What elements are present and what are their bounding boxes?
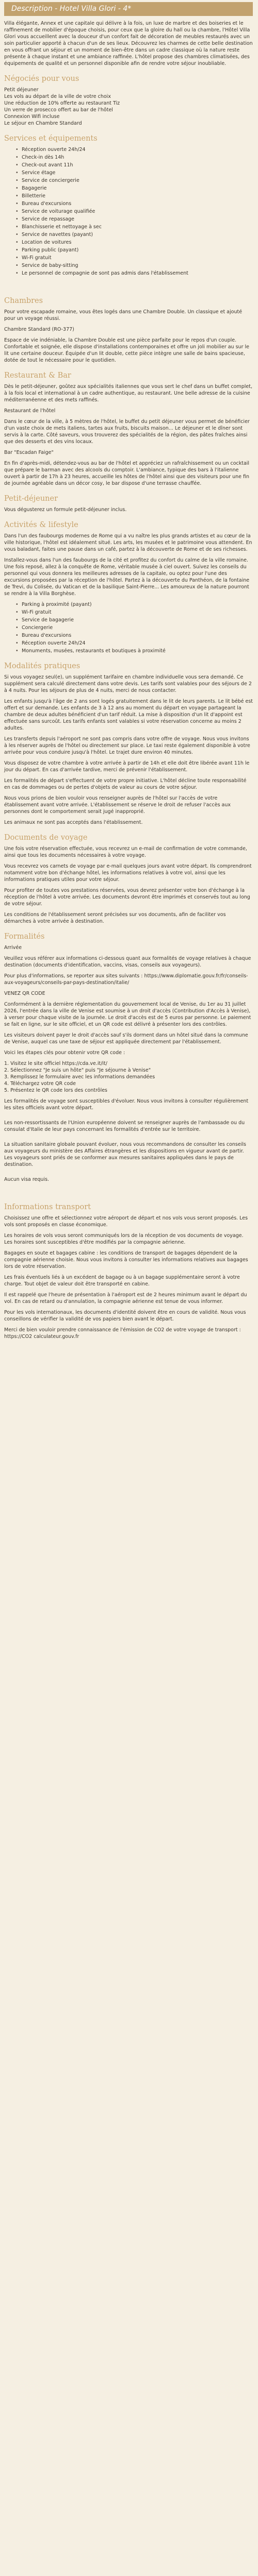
activites-list [4, 601, 253, 654]
restaurant-text-4: Bar "Escadan Faige" [4, 450, 54, 455]
petitdej-text: Vous dégusterez un formule petit-déjeuner inclus. [4, 507, 127, 513]
section-title-petitdej: Petit-déjeuner [4, 495, 58, 503]
section-title-modalites: Modalités pratiques [4, 662, 80, 670]
list-item: • Service de navettes (payant) [22, 231, 253, 238]
list-item: • Service de repassage [22, 216, 253, 223]
section-title-restaurant: Restaurant & Bar [4, 371, 71, 380]
transport-text-4: Les frais éventuels liés à un excédent de bagage ou à un bagage supplémentaire seront à votre charge. Tout objet de valeur doit être transporté en cabine. [4, 1275, 240, 1287]
list-item: • Wi-Fi gratuit [22, 255, 253, 261]
list-item: • Check-in dès 14h [22, 154, 253, 161]
transport-text-2: Les horaires de vols vous seront communiqués lors de la réception de vos documents de voyage. Les horaires sont susceptibles d'être modifiés par la compagnie aérienne. [4, 1233, 244, 1245]
description-banner: Description - Hotel Villa Glori - 4* [4, 2, 253, 16]
formalites-text-8: Les formalités de voyage sont susceptibles d'évoluer. Nous vous invitons à consulter régulièrement les sites officiels avant votre départ. [4, 1098, 249, 1111]
list-item: • Bureau d'excursions [22, 632, 253, 639]
documents-text-2: Vous recevrez vos carnets de voyage par e-mail quelques jours avant votre départ. Ils comprendront notamment votre bon d'échange hôtel, les informations relatives à votre vol, ainsi que les informations pratiques utiles pour votre séjour. [4, 863, 252, 883]
list-item: • Check-out avant 11h [22, 162, 253, 168]
modalites-text-4: Vous disposez de votre chambre à votre arrivée à partir de 14h et elle doit être libérée avant 11h le jour du départ. En cas d'arrivée tardive, merci de prévenir l'établissement. [4, 760, 250, 773]
transport-text-6: Pour les vols internationaux, les documents d'identité doivent être en cours de validité. Nous vous conseillons de vérifier la validité de vos papiers bien avant le départ. [4, 1310, 246, 1322]
section-title-negocies: Négociés pour vous [4, 75, 79, 83]
section-title-transport: Informations transport [4, 1203, 91, 1211]
transport-text-5: Il est rappelé que l'heure de présentation à l'aéroport est de 2 heures minimum avant le départ du vol. En cas de retard ou d'annulation, la compagnie aérienne est tenue de vous informer. [4, 1292, 247, 1304]
documents-text-3: Pour profiter de toutes vos prestations réservées, vous devrez présenter votre bon d'échange à la réception de l'hôtel à votre arrivée. Les documents devront être imprimés et conservés tout au long de votre séjour. [4, 888, 250, 907]
formalites-text-5: Conformément à la dernière réglementation du gouvernement local de Venise, du 1er au 31 juillet 2026, l'entrée dans la ville de Venise est soumise à un droit d'accès (Contribution d'Accès à Venise), à verser pour chaque visite de la journée. Le droit d'accès est de 5 euros par personne. Le paiement se fait en ligne, sur le site officiel, et un QR code est délivré à présenter lors des contrôles. [4, 1002, 251, 1027]
modalites-text-7: Les animaux ne sont pas acceptés dans l'établissement. [4, 820, 143, 825]
section-title-formalites: Formalités [4, 933, 45, 941]
list-item: • Service de baby-sitting [22, 262, 253, 269]
documents-text-1: Une fois votre réservation effectuée, vous recevrez un e-mail de confirmation de votre commande, ainsi que tous les documents nécessaires à votre voyage. [4, 846, 247, 858]
section-title-documents: Documents de voyage [4, 834, 88, 842]
page [0, 2, 258, 1340]
formalites-text-7: Voici les étapes clés pour obtenir votre QR code : [4, 1050, 125, 1056]
activites-text-2: Installez-vous dans l'un des faubourgs de la cité et profitez du confort du calme de la ville romaine. Une fois reposé, allez à la conquête de Rome, véritable musée à ciel ouvert. Suivez les conseils du personnel qui vous donnera les meilleures adresses de la capitale, ou optez pour l'une des excursions proposées par la réception de l'hôtel. Partez à la découverte du Panthéon, de la fontaine de Trevi, du Colisée, du Vatican et de la basilique Saint-Pierre... Les amoureux de la nature pourront se rendre à la Villa Borghèse. [4, 557, 250, 597]
sante-text-2: La situation sanitaire globale pouvant évoluer, nous vous recommandons de consulter les conseils aux voyageurs du ministère des Affaires étrangères et les dispositions en vigueur avant de partir. Les voyageurs sont priés de se conformer aux mesures sanitaires appliquées dans le pays de destination. [4, 1142, 246, 1167]
restaurant-text-1: Dès le petit-déjeuner, goûtez aux spécialités italiennes que vous sert le chef dans un buffet complet, à la fois local et international à un cadre authentique, au restaurant. Une belle adresse de la cuisine méditerranéenne et des mets raffinés. [4, 384, 253, 403]
restaurant-text-3: Dans le cœur de la ville, à 5 mètres de l'hôtel, le buffet du petit déjeuner vous permet de bénéficier d'un vaste choix de mets italiens, tartes aux fruits, biscuits maison... Le déjeuner et le dîner sont servis à la carte. Côté saveurs, vous trouverez des spécialités de la région, des pâtes fraîches ainsi que des desserts et des vins locaux. [4, 419, 250, 445]
chambres-text-3: Espace de vie indéniable, la Chambre Double est une pièce parfaite pour le repos d'un couple. Confortable et soignée, elle dispose d'installations contemporaines et offre un joli mobilier au sur le lit une certaine douceur. Équipée d'un lit double, cette pièce intègre une salle de bains spacieuse, dotée de tout le nécessaire pour le quotidien. [4, 337, 249, 363]
list-item: • Parking à proximité (payant) [22, 601, 253, 608]
list-item: • Monuments, musées, restaurants et boutiques à proximité [22, 648, 253, 654]
sante-text-1: Les non-ressortissants de l'Union européenne doivent se renseigner auprès de l'ambassade ou du consulat d'Italie de leur pays concernant les formalités d'entrée sur le territoire. [4, 1120, 245, 1132]
transport-text-7: Merci de bien vouloir prendre connaissance de l'émission de CO2 de votre voyage de transport : https://CO2 calculateur.gouv.fr [4, 1327, 241, 1340]
list-item: • Service étage [22, 170, 253, 176]
formalites-text-2: Veuillez vous référer aux informations ci-dessous quant aux formalités de voyage relatives à chaque destination (documents d'identification, vaccins, visas, conseils aux voyageurs). [4, 956, 251, 968]
formalites-text-6: Les visiteurs doivent payer le droit d'accès sauf s'ils dorment dans un hôtel situé dans la commune de Venise, auquel cas une taxe de séjour est appliquée directement par l'établissement. [4, 1032, 248, 1045]
sante-text-3: Aucun visa requis. [4, 1177, 50, 1182]
chambres-text-1: Pour votre escapade romaine, vous êtes logés dans une Chambre Double. Un classique et ajouté pour un voyage réussi. [4, 309, 243, 321]
section-title-activites: Activités & lifestyle [4, 521, 78, 529]
list-item: • Parking public (payant) [22, 247, 253, 253]
list-item: • Service de voiturage qualifiée [22, 208, 253, 215]
services-list [4, 146, 253, 277]
modalites-text-6: Nous vous prions de bien vouloir vous renseigner auprès de l'hôtel sur l'accès de votre établissement avant votre arrivée. L'établissement se réserve le droit de refuser l'accès aux personnes dont le comportement serait jugé inapproprié. [4, 795, 231, 815]
formalites-text-1: Arrivée [4, 945, 22, 951]
modalites-text-1: Si vous voyagez seul(e), un supplément tarifaire en chambre individuelle vous sera demandé. Ce supplément sera calculé directement dans votre devis. Les tarifs sont valables pour des séjours de 2 à 4 nuits. Pour les séjours de plus de 4 nuits, merci de nous contacter. [4, 674, 252, 693]
list-item: • Location de voitures [22, 239, 253, 246]
intro-text: Villa élégante, Annex et une capitale qui délivre à la fois, un luxe de marbre et des boiseries et le raffinement de mobilier d'époque choisis, pour ceux que la gloire du hall ou la chambre, l'Hôtel Villa Glori vous accueillent avec la douceur d'un confort fait de décoration de meubles restaurés avec un soin particulier apporté à chacun d'un de ses lieux. Découvrez les charmes de cette belle destination en vous offrant un séjour et un moment de bien-être dans un cadre classique où la nature reste présente à chaque instant et une ambiance raffinée. L'hôtel propose des chambres climatisées, des équipements de qualité et un personnel disponible afin de rendre votre séjour inoubliable. [4, 21, 253, 66]
transport-text-1: Choisissez une offre et sélectionnez votre aéroport de départ et nos vols vous seront proposés. Les vols sont proposés en classe économique. [4, 1215, 248, 1228]
list-item: • Le personnel de compagnie de sont pas admis dans l'établissement [22, 270, 253, 277]
list-item: • Billetterie [22, 193, 253, 199]
list-item: • Bagagerie [22, 185, 253, 192]
formalites-steps: 1. Visitez le site officiel https://cda.ve.it/it/ 2. Sélectionnez "Je suis un hôte" puis "Je séjourne à Venise" 3. Remplissez le formulaire avec les informations demandées 4. Téléchargez votre QR code 5. Présentez le QR code lors des contrôles [4, 1061, 155, 1093]
restaurant-text-5: En fin d'après-midi, détendez-vous au bar de l'hôtel et appréciez un rafraîchissement ou un cocktail que prépare le barman avec des alcools du comptoir. L'ambiance, typique des bars à l'italienne ouvert à partir de 17h à 23 heures, accueille les hôtes de l'hôtel ainsi que des visiteurs pour une fin de journée agréable dans un décor cosy, le bar dispose d'une terrasse chauffée. [4, 461, 250, 486]
list-item: • Bureau d'excursions [22, 200, 253, 207]
modalites-text-3: Les transferts depuis l'aéroport ne sont pas compris dans votre offre de voyage. Nous vous invitons à les réserver auprès de l'hôtel ou directement sur place. Le taxi reste également disponible à votre arrivée pour vous conduire jusqu'à l'hôtel. Le trajet dure environ 40 minutes. [4, 736, 250, 755]
restaurant-text-2: Restaurant de l'hôtel [4, 408, 56, 414]
activites-text-1: Dans l'un des faubourgs modernes de Rome qui a vu naître les plus grands artistes et au cœur de la ville historique, l'hôtel est idéalement situé. Les arts, les musées et le patrimoine vous attendent. En vous baladant, faites une pause dans un café, partez à la découverte de Rome et de ses richesses. [4, 533, 252, 552]
list-item: • Réception ouverte 24h/24 [22, 640, 253, 647]
modalites-text-2: Les enfants jusqu'à l'âge de 2 ans sont logés gratuitement dans le lit de leurs parents. Le lit bébé est offert et sur demande. Les enfants de 3 à 12 ans au moment du départ en voyage partageant la chambre de deux adultes bénéficient d'un tarif réduit. La mise à disposition d'un lit d'appoint est effectuée sans surcoût. Les tarifs enfants sont valables si votre réservation concerne au moins 2 adultes. [4, 699, 253, 731]
section-title-chambres: Chambres [4, 297, 43, 305]
modalites-text-5: Les formalités de départ s'effectuent de votre propre initiative. L'hôtel décline toute responsabilité en cas de dommages ou de pertes d'objets de valeur au cours de votre séjour. [4, 778, 247, 790]
transport-text-3: Bagages en soute et bagages cabine : les conditions de transport de bagages dépendent de la compagnie aérienne choisie. Nous vous invitons à consulter les informations relatives aux bagages lors de votre réservation. [4, 1250, 248, 1269]
list-item: • Conciergerie [22, 624, 253, 631]
list-item: • Blanchisserie et nettoyage à sec [22, 224, 253, 230]
list-item: • Wi-Fi gratuit [22, 609, 253, 616]
chambres-text-2: Chambre Standard (RO-377) [4, 327, 74, 332]
list-item: • Service de conciergerie [22, 177, 253, 184]
formalites-text-3: Pour plus d'informations, se reporter aux sites suivants : https://www.diplomatie.gouv.fr/fr/conseils-aux-voyageurs/conseils-par-pays-destination/italie/ [4, 973, 248, 986]
list-item: • Réception ouverte 24h/24 [22, 146, 253, 153]
negocies-text: Petit déjeuner Les vols au départ de la ville de votre choix Une réduction de 10% offerte au restaurant Tiz Un verre de prosecco offert au bar de l'hôtel Connexion Wifi incluse Le séjour en Chambre Standard [4, 87, 120, 126]
list-item: • Service de bagagerie [22, 617, 253, 623]
section-title-services: Services et équipements [4, 134, 98, 143]
documents-text-4: Les conditions de l'établissement seront précisées sur vos documents, afin de faciliter vos démarches à votre arrivée à destination. [4, 912, 226, 924]
formalites-text-4: VENEZ QR CODE [4, 991, 45, 996]
